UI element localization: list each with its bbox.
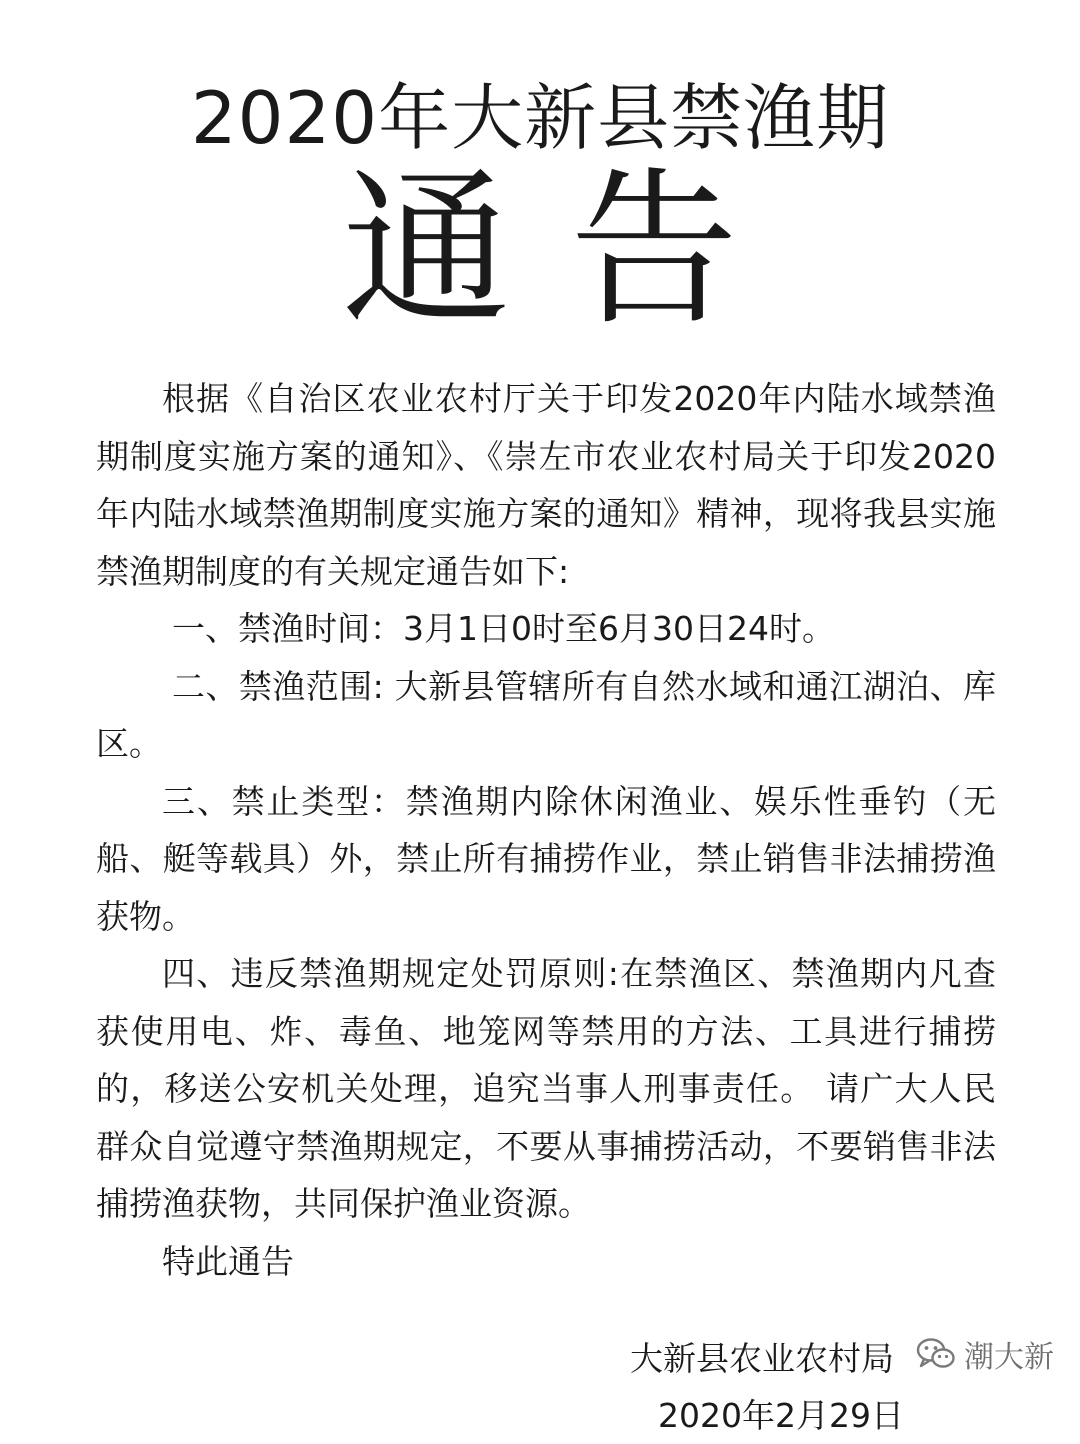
item-ban-period: 一、禁渔时间：3月1日0时至6月30日24时。 — [172, 609, 835, 648]
page-title: 2020年大新县禁渔期 — [190, 76, 890, 160]
signature-block — [620, 1330, 920, 1444]
wechat-icon — [916, 1337, 956, 1371]
watermark-account-name: 潮大新 — [964, 1340, 1054, 1375]
notice-body — [96, 370, 996, 1290]
closing-line: 特此通告 — [162, 1241, 294, 1281]
item-penalty-principles: 四、违反禁渔期规定处罚原则:在禁渔区、禁渔期内凡查获使用电、炸、毒鱼、地笼网等禁用的方法、工具进行捕捞的，移送公安机关处理，追究当事人刑事责任。 请广大人民群众自觉遵守禁渔期规定，不要从事捕捞活动，不要销售非法捕捞渔获物，共同保护渔业资源。 — [96, 954, 996, 1223]
issue-date: 2020年2月29日 — [658, 1396, 904, 1435]
issuing-organization: 大新县农业农村局 — [630, 1339, 894, 1378]
item-ban-scope: 二、禁渔范围: 大新县管辖所有自然水域和通江湖泊、库区。 — [96, 666, 996, 763]
item-ban-types: 三、禁止类型：禁渔期内除休闲渔业、娱乐性垂钓（无船、艇等载具）外，禁止所有捕捞作业，禁止销售非法捕捞渔获物。 — [96, 781, 996, 936]
notice-heading: 通告 — [342, 152, 798, 348]
intro-paragraph: 根据《自治区农业农村厅关于印发2020年内陆水域禁渔期制度实施方案的通知》、《崇左市农业农村局关于印发2020年内陆水域禁渔期制度实施方案的通知》精神，现将我县实施禁渔期制度的有关规定通告如下: — [96, 379, 996, 591]
account-watermark — [916, 1334, 1054, 1374]
